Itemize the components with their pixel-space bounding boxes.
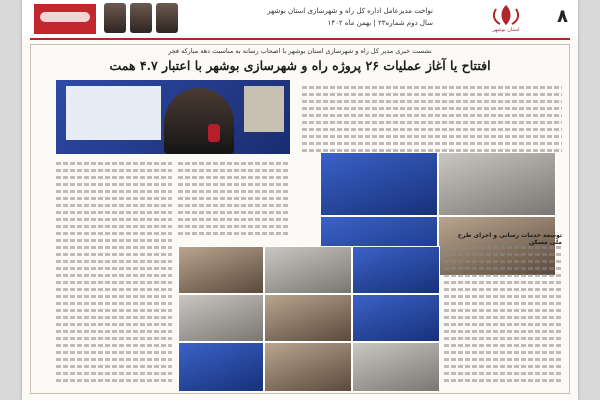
publication-logo [34,4,96,34]
photo-grid-item [320,152,438,216]
body-text-right-bottom [444,242,562,392]
header-top-line: نواخت مدیرعامل اداره کل راه و شهرسازی استان بوشهر [267,7,433,15]
photo-speaker [164,88,234,154]
photo-banner [66,86,161,140]
page-number: ۸ [557,6,568,27]
microphone-icon [208,124,220,142]
portrait-3 [156,3,178,33]
photo-grid-item [264,246,352,294]
portrait-2 [130,3,152,33]
header-rule [30,38,570,40]
newspaper-page [22,0,578,400]
article-headline: افتتاح یا آغاز عملیات ۲۶ پروژه راه و شهرسازی بوشهر با اعتبار ۴.۷ همت [109,58,491,73]
issue-line: سال دوم شماره۲۳ | بهمن ماه ۱۴۰۲ [327,19,433,27]
portrait-1 [104,3,126,33]
body-text-middle [178,158,290,243]
body-text-right-top [302,82,562,152]
org-name: استان بوشهر [492,27,520,33]
photo-grid-item [352,342,440,392]
photo-grid-item [352,294,440,342]
photo-grid-item [264,294,352,342]
main-photo [56,80,290,154]
photo-grid-item [178,342,264,392]
photo-grid-item [264,342,352,392]
header-portraits [102,3,242,33]
photo-grid-item [178,246,264,294]
photo-grid-bottom [178,246,440,392]
iran-emblem-icon [486,3,526,27]
photo-poster [244,86,284,132]
photo-grid-item [352,246,440,294]
photo-grid-item [438,152,556,216]
photo-grid-item [178,294,264,342]
body-text-left [56,158,172,388]
article-supertitle: نشست خبری مدیر کل راه و شهرسازی استان بوشهر با اصحاب رسانه به مناسبت دهه مبارکه فجر [168,47,432,55]
article-subheading: توسعه خدمات رسانی و اجرای طرح ملی مسکن [457,232,562,246]
page-header [22,0,578,36]
